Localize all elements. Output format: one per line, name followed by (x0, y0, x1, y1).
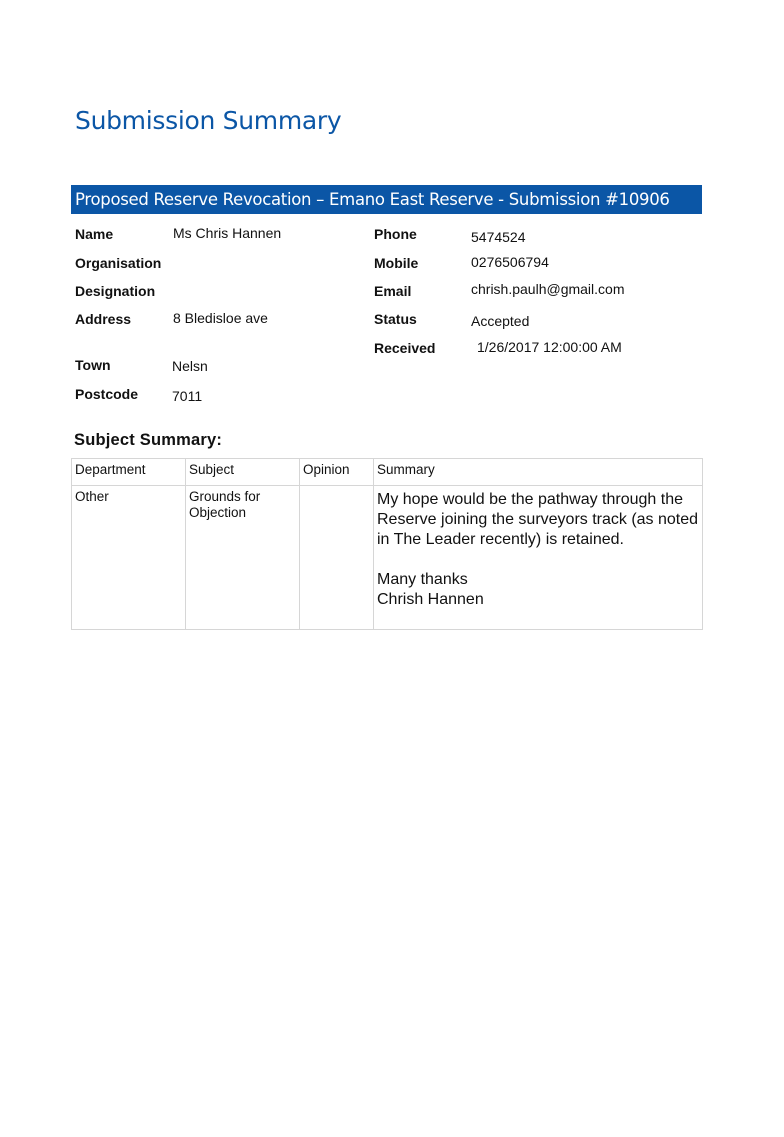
phone-label: Phone (374, 226, 417, 242)
summary-spacer (377, 550, 699, 570)
column-header-subject: Subject (186, 459, 300, 486)
received-label: Received (374, 340, 436, 356)
table-row (72, 486, 703, 630)
name-value: Ms Chris Hannen (173, 225, 282, 241)
column-header-summary: Summary (374, 459, 703, 486)
subject-cell: Grounds for Objection (186, 486, 300, 630)
page-title: Submission Summary (75, 106, 342, 135)
received-value: 1/26/2017 12:00:00 AM (477, 339, 622, 355)
name-label: Name (75, 226, 114, 242)
table-header-row (72, 459, 703, 486)
mobile-label: Mobile (374, 255, 419, 271)
summary-paragraph: My hope would be the pathway through the Reserve joining the surveyors track (as noted in The Leader recently) is retained. (377, 491, 699, 548)
designation-label: Designation (75, 283, 156, 299)
status-value: Accepted (471, 313, 530, 329)
town-label: Town (75, 357, 111, 373)
summary-closing: Many thanks (377, 571, 468, 588)
department-cell: Other (72, 486, 186, 630)
address-value: 8 Bledisloe ave (173, 310, 268, 326)
organisation-label: Organisation (75, 255, 162, 271)
town-value: Nelsn (172, 358, 208, 374)
address-label: Address (75, 311, 132, 327)
subject-summary-title: Subject Summary: (74, 431, 223, 449)
email-label: Email (374, 283, 412, 299)
summary-cell (374, 486, 703, 630)
postcode-value: 7011 (172, 388, 203, 404)
email-value: chrish.paulh@gmail.com (471, 281, 625, 297)
column-header-department: Department (72, 459, 186, 486)
mobile-value: 0276506794 (471, 254, 549, 270)
column-header-opinion: Opinion (300, 459, 374, 486)
summary-signature: Chrish Hannen (377, 591, 484, 608)
phone-value: 5474524 (471, 229, 526, 245)
submission-banner: Proposed Reserve Revocation – Emano East Reserve - Submission #10906 (71, 185, 702, 214)
status-label: Status (374, 311, 417, 327)
subject-summary-table (71, 458, 703, 630)
opinion-cell (300, 486, 374, 630)
postcode-label: Postcode (75, 386, 139, 402)
